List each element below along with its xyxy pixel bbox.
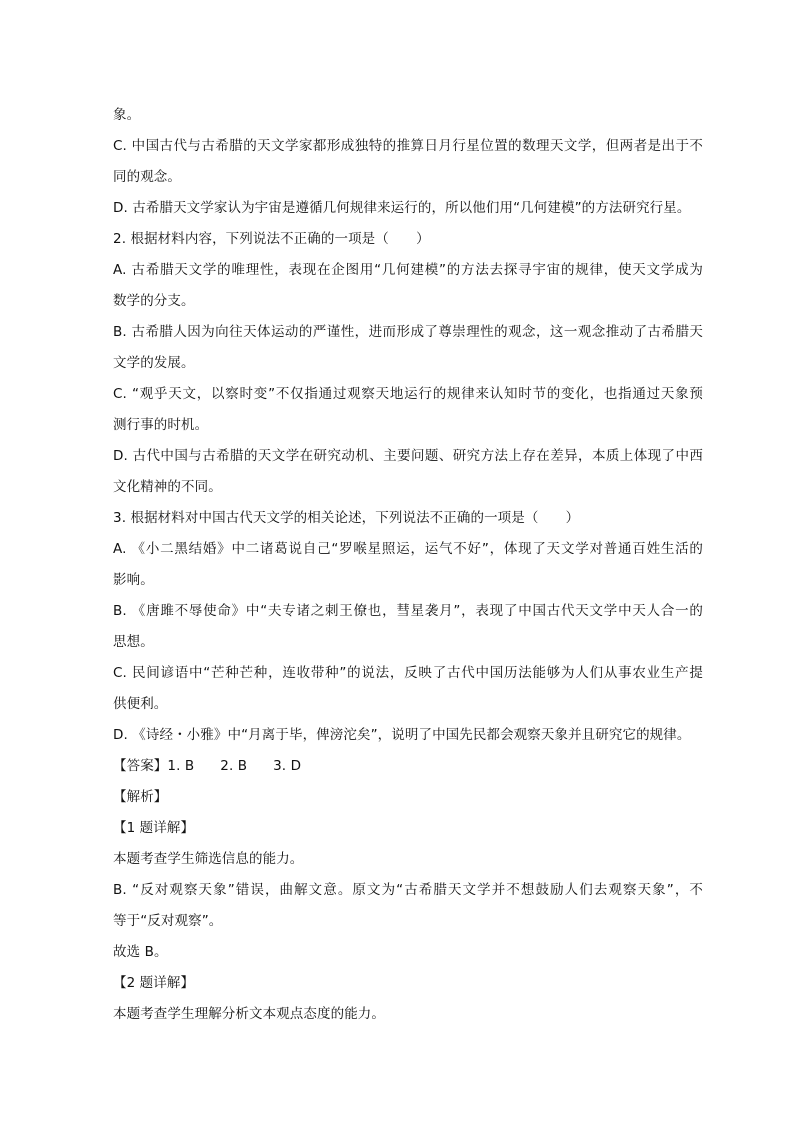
question-2-stem: 2. 根据材料内容，下列说法不正确的一项是（ ） <box>113 231 430 247</box>
option-d-line: D. 《诗经・小雅》中“月离于毕，俾滂沱矣”，说明了中国先民都会观察天象并且研究它的规律。 <box>113 727 691 743</box>
text-line: 影响。 <box>113 572 154 588</box>
text-line: 供便利。 <box>113 696 168 712</box>
option-c-line: C. 民间谚语中“芒种芒种，连收带种”的说法，反映了古代中国历法能够为人们从事农业生产提 <box>113 665 703 681</box>
answer-line <box>113 751 703 782</box>
text-line: 文学的发展。 <box>113 355 195 371</box>
analysis-text: 本题考查学生理解分析文本观点态度的能力。 <box>113 1006 385 1022</box>
question-2-detail-heading: 【2 题详解】 <box>113 975 195 991</box>
text-line: 同的观念。 <box>113 169 181 185</box>
text-line: 数学的分支。 <box>113 293 195 309</box>
analysis-text: 本题考查学生筛选信息的能力。 <box>113 851 304 867</box>
text-line: 测行事的时机。 <box>113 417 209 433</box>
text-line: 文化精神的不同。 <box>113 479 222 495</box>
analysis-conclusion: 故选 B。 <box>113 944 168 960</box>
answer-3: 3. D <box>273 758 302 774</box>
text-line: 象。 <box>113 107 141 123</box>
option-a-line: A. 古希腊天文学的唯理性，表现在企图用“几何建模”的方法去探寻宇宙的规律，使天文学成为 <box>113 262 703 278</box>
option-c-line: C. 中国古代与古希腊的天文学家都形成独特的推算日月行星位置的数理天文学，但两者是出于不 <box>113 138 703 154</box>
analysis-heading: 【解析】 <box>113 789 168 805</box>
answer-1: 1. B <box>167 758 195 774</box>
option-b-line: B. 《唐雎不辱使命》中“夫专诸之刺王僚也，彗星袭月”，表现了中国古代天文学中天人合一的 <box>113 603 703 619</box>
option-c-line: C. “观乎天文，以察时变”不仅指通过观察天地运行的规律来认知时节的变化，也指通过天象预 <box>113 386 703 402</box>
analysis-text: B. “反对观察天象”错误，曲解文意。原文为“古希腊天文学并不想鼓励人们去观察天象”，不 <box>113 882 703 898</box>
document-page <box>113 100 703 1030</box>
answer-2: 2. B <box>220 758 248 774</box>
option-b-line: B. 古希腊人因为向往天体运动的严谨性，进而形成了尊崇理性的观念，这一观念推动了古希腊天 <box>113 324 703 340</box>
question-1-detail-heading: 【1 题详解】 <box>113 820 195 836</box>
question-3-stem: 3. 根据材料对中国古代天文学的相关论述，下列说法不正确的一项是（ ） <box>113 510 580 526</box>
analysis-text: 等于“反对观察”。 <box>113 913 223 929</box>
text-line: 思想。 <box>113 634 154 650</box>
option-a-line: A. 《小二黑结婚》中二诸葛说自己“罗喉星照运，运气不好”，体现了天文学对普通百姓生活的 <box>113 541 703 557</box>
option-d-line: D. 古希腊天文学家认为宇宙是遵循几何规律来运行的，所以他们用“几何建模”的方法研究行星。 <box>113 200 691 216</box>
answer-label: 【答案】 <box>113 758 168 774</box>
option-d-line: D. 古代中国与古希腊的天文学在研究动机、主要问题、研究方法上存在差异，本质上体现了中西 <box>113 448 703 464</box>
